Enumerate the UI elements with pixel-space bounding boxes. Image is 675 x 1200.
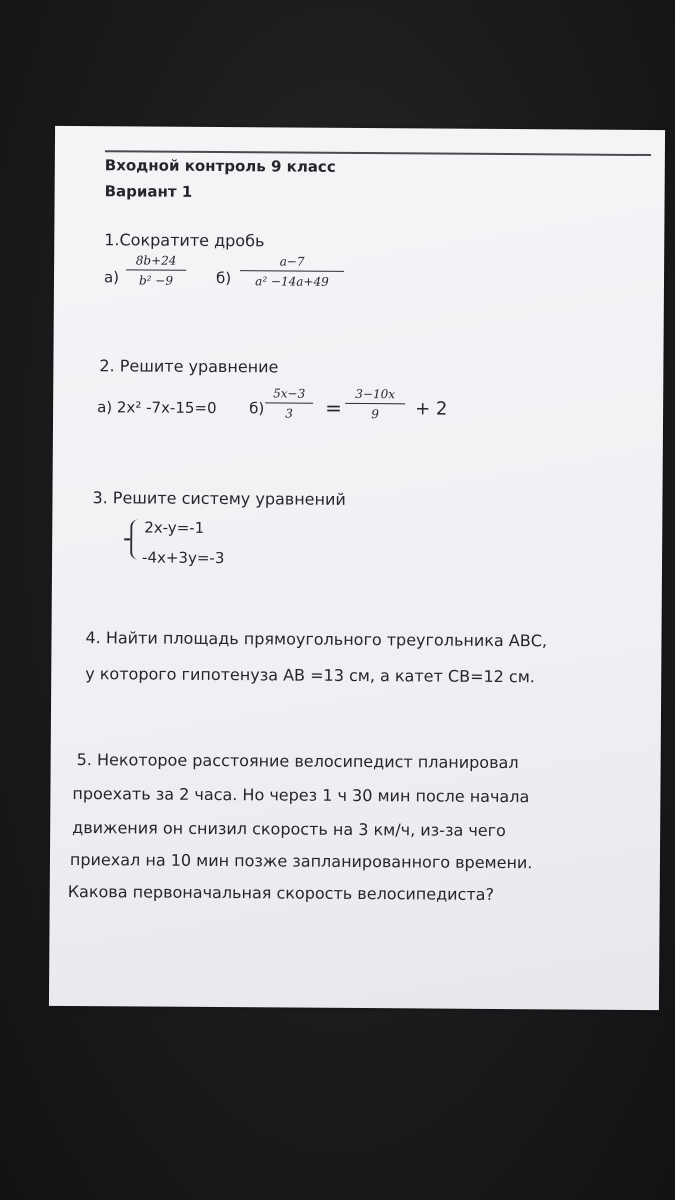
task2-b-left-numerator: 5x−3 xyxy=(273,386,306,401)
worksheet-title: Входной контроль 9 класс xyxy=(104,156,336,176)
task1-a-denominator: b² −9 xyxy=(138,273,174,288)
task1-b-numerator: a−7 xyxy=(279,254,305,269)
fraction-bar xyxy=(240,270,344,272)
system-brace-tip xyxy=(124,538,130,540)
task1-a-fraction xyxy=(126,252,186,288)
task5-line-3: движения он снизил скорость на 3 км/ч, из-за чего xyxy=(72,818,506,841)
task4-line-2: у которого гипотенуза АВ =13 см, а катет СВ=12 см. xyxy=(85,664,535,687)
task1-b-label: б) xyxy=(215,269,232,288)
plus-two: + 2 xyxy=(415,398,448,420)
system-equation-2: -4x+3y=-3 xyxy=(142,548,225,568)
task4-line-1: 4. Найти площадь прямоугольного треугольника АВС, xyxy=(85,628,548,651)
task2-a-equation: а) 2x² -7x-15=0 xyxy=(97,398,217,418)
system-brace xyxy=(130,519,142,559)
worksheet-paper xyxy=(49,126,665,1010)
task5-line-1: 5. Некоторое расстояние велосипедист планировал xyxy=(76,750,519,773)
system-equation-1: 2x-y=-1 xyxy=(144,518,205,537)
task2-title: 2. Решите уравнение xyxy=(99,356,279,377)
task5-line-5: Какова первоначальная скорость велосипедиста? xyxy=(67,881,495,904)
top-rule xyxy=(105,150,651,156)
task1-title: 1.Сократите дробь xyxy=(104,230,265,251)
task1-b-denominator: a² −14a+49 xyxy=(255,274,329,289)
task2-b-right-numerator: 3−10x xyxy=(355,386,396,402)
fraction-bar xyxy=(126,269,186,270)
task5-line-2: проехать за 2 часа. Но через 1 ч 30 мин после начала xyxy=(72,784,530,807)
task2-b-right-denominator: 9 xyxy=(371,407,379,422)
task2-b-left-denominator: 3 xyxy=(285,406,293,421)
task1-a-label: а) xyxy=(103,268,120,287)
variant-label: Вариант 1 xyxy=(104,182,193,201)
task2-b-right-fraction xyxy=(345,386,405,422)
fraction-bar xyxy=(265,402,313,403)
task3-title: 3. Решите систему уравнений xyxy=(92,488,346,509)
task1-b-fraction xyxy=(240,253,344,290)
task5-line-4: приехал на 10 мин позже запланированного времени. xyxy=(69,850,533,873)
task1-a-numerator: 8b+24 xyxy=(135,253,177,268)
task2-b-label: б) xyxy=(249,399,265,418)
equals-sign: = xyxy=(325,395,342,420)
task2-b-left-fraction xyxy=(265,385,313,421)
fraction-bar xyxy=(345,403,405,404)
